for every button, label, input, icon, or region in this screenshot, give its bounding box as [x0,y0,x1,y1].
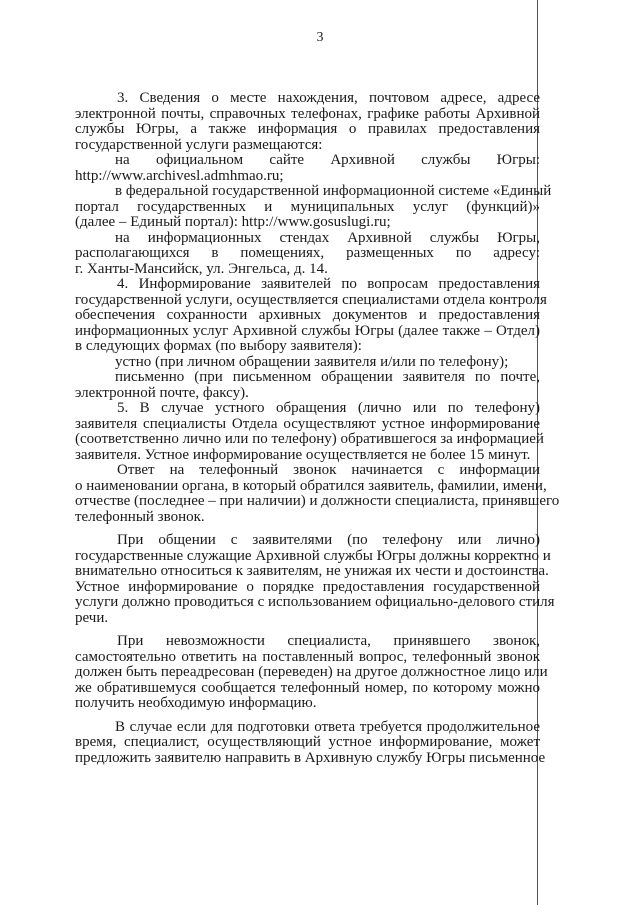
text-line: письменно (при письменном обращении заявителя по почте, [115,369,540,385]
text-line: http://www.archivesl.admhmao.ru; [75,167,284,184]
text-line: 3. Сведения о месте нахождения, почтовом адресе, адресе [117,90,540,106]
text-line: Устное информирование о порядке предоставления государственной [75,578,540,595]
text-line: 4. Информирование заявителей по вопросам предоставления [117,276,540,292]
text-line: на официальном сайте Архивной службы Югры: [115,152,540,168]
text-line: В случае если для подготовки ответа требуется продолжительное [115,718,540,735]
text-line: (далее – Единый портал): http://www.gosuslugi.ru; [75,214,391,230]
text-line: портал государственных и муниципальных услуг (функций)» [75,198,540,215]
text-line: услуги должно проводиться с использованием официально-делового стиля [75,594,555,610]
text-line: в федеральной государственной информационной системе «Единый [115,183,552,199]
text-line: обеспечения сохранности архивных документов и предоставления [75,307,540,323]
text-line: Ответ на телефонный звонок начинается с информации [117,462,540,478]
text-line: устно (при личном обращении заявителя и/или по телефону); [115,353,509,370]
text-line: должен быть переадресован (переведен) на другое должностное лицо или [75,664,548,680]
text-line: получить необходимую информацию. [75,695,317,711]
text-line: отчестве (последнее – при наличии) и должности специалиста, принявшего [75,493,560,509]
text-line: электронной почте, факсу). [75,384,249,401]
text-line: (соответственно лично или по телефону) обратившегося за информацией [75,431,544,447]
text-line: государственные служащие Архивной службы Югры должны корректно и [75,547,551,564]
text-line: службы Югры, а также информация о правилах предоставления [75,121,540,137]
text-line: предложить заявителю направить в Архивную службу Югры письменное [75,749,546,766]
text-line: в следующих формах (по выбору заявителя): [75,338,362,354]
text-line: При общении с заявителями (по телефону или лично) [117,532,540,548]
text-line: г. Ханты-Мансийск, ул. Энгельса, д. 14. [75,260,328,277]
text-line: государственной услуги, осуществляется специалистами отдела контроля [75,291,547,308]
text-line: время, специалист, осуществляющий устное информирование, может [75,734,540,750]
text-line: заявителя специалисты Отдела осуществляют устное информирование [75,415,540,432]
text-line: электронной почты, справочных телефонах, графике работы Архивной [75,105,540,122]
text-line: на информационных стендах Архивной службы Югры, [115,229,540,246]
text-line: самостоятельно ответить на поставленный вопрос, телефонный звонок [75,648,540,665]
text-line: заявителя. Устное информирование осуществляется не более 15 минут. [75,446,531,463]
text-line: располагающихся в помещениях, размещенных по адресу: [75,245,540,261]
document-body [75,90,560,766]
text-line: При невозможности специалиста, принявшего звонок, [117,633,540,649]
text-line: информационных услуг Архивной службы Югры (далее также – Отдел) [75,322,540,339]
text-line: 5. В случае устного обращения (лично или по телефону) [117,400,540,416]
text-line: о наименовании органа, в который обратился заявитель, фамилии, имени, [75,477,547,494]
page-number: 3 [316,30,324,45]
text-line: телефонный звонок. [75,508,205,525]
text-line: внимательно относиться к заявителям, не унижая их чести и достоинства. [75,563,549,579]
text-line: речи. [75,609,109,626]
text-line: государственной услуги размещаются: [75,136,323,153]
text-line: же обратившемуся сообщается телефонный номер, по которому можно [75,679,540,696]
